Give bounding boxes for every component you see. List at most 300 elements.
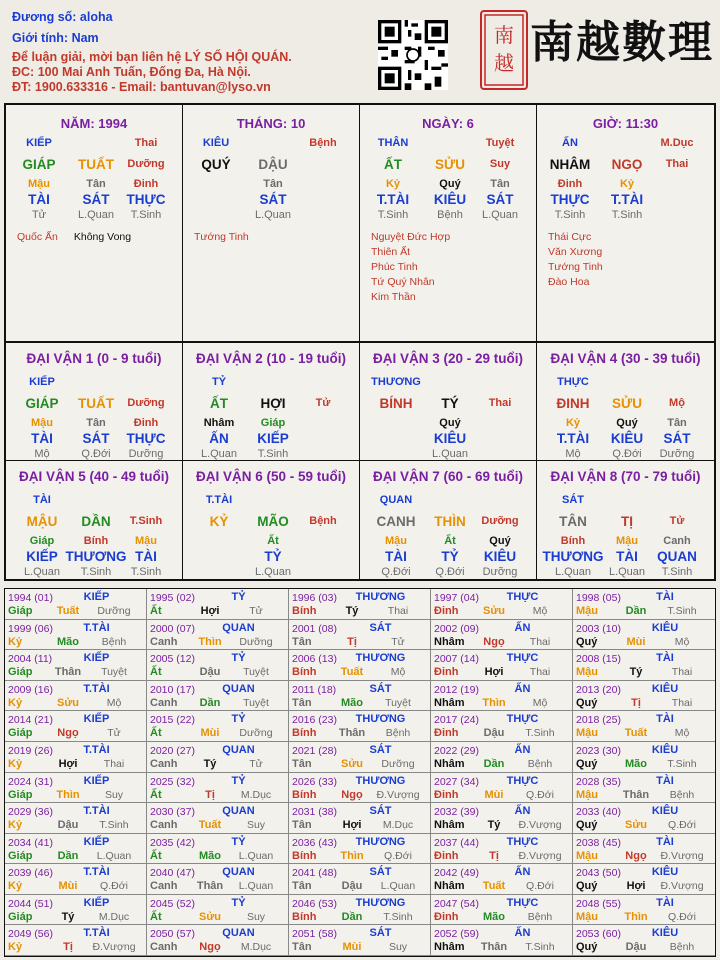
annual-god: TỶ (231, 774, 246, 787)
annual-god: T.TÀI (83, 743, 110, 756)
annual-stem: Đinh (434, 666, 459, 679)
annual-year: 2043 (50) (576, 867, 621, 880)
annual-phase: T.Sinh (667, 605, 697, 617)
luck-god: T.TÀI (205, 494, 233, 506)
hidden-phase: Q.Đới (381, 566, 411, 578)
annual-phase: Đ.Vượng (518, 849, 562, 862)
annual-cell[interactable] (289, 650, 431, 681)
annual-god: KIẾP (83, 835, 110, 848)
hidden-god: TÀI (385, 549, 407, 564)
annual-year: 2009 (16) (8, 683, 53, 696)
annual-year: 2039 (46) (8, 867, 53, 880)
annual-cell[interactable] (431, 895, 573, 926)
annual-cell[interactable] (573, 864, 715, 895)
annual-year: 2011 (18) (292, 683, 337, 696)
annual-branch: Hợi (200, 605, 220, 617)
annual-cell[interactable] (431, 864, 573, 895)
annual-cell[interactable] (431, 773, 573, 804)
pillar-phase: M.Dục (660, 137, 694, 149)
hidden-phase: L.Quan (608, 566, 646, 578)
hidden-stem: Quý (439, 178, 461, 190)
annual-branch: Tý (203, 757, 217, 770)
annual-branch: Ngọ (341, 788, 363, 801)
hidden-phase: Mộ (565, 448, 581, 460)
annual-branch: Dần (483, 757, 505, 770)
annual-god: SÁT (369, 927, 392, 940)
annual-year: 2030 (37) (150, 806, 195, 819)
annual-cell[interactable] (289, 925, 431, 956)
annual-cell[interactable] (147, 925, 289, 956)
annual-god: KIÊU (651, 927, 679, 940)
pillar-branch: TUẤT (78, 157, 114, 172)
annual-branch: Mão (57, 635, 79, 648)
annual-branch: Mùi (626, 635, 646, 648)
hidden-phase: Dưỡng (128, 448, 164, 460)
annual-cell[interactable] (289, 711, 431, 742)
annual-year: 2024 (31) (8, 775, 53, 788)
hidden-phase: Dưỡng (482, 566, 518, 578)
annual-phase: Bệnh (385, 727, 411, 740)
annual-cell[interactable] (289, 803, 431, 834)
annual-phase: Suy (104, 788, 124, 801)
hidden-stem: Đinh (133, 178, 159, 190)
annual-cell[interactable] (573, 681, 715, 712)
annual-phase: Thai (387, 605, 409, 617)
annual-stem: Quý (576, 696, 598, 709)
annual-phase: Q.Đới (526, 788, 554, 801)
luck-title: ĐẠI VẬN 1 (0 - 9 tuổi) (26, 351, 162, 366)
annual-year: 1995 (02) (150, 592, 195, 604)
phone-email-line[interactable]: ĐT: 1900.633316 - Email: bantuvan@lyso.vn (12, 80, 271, 94)
annual-cell[interactable] (289, 864, 431, 895)
annual-cell[interactable] (147, 773, 289, 804)
luck-title: ĐẠI VẬN 2 (10 - 19 tuổi) (195, 351, 347, 366)
annual-stem: Mậu (576, 849, 598, 862)
hidden-phase: L.Quan (254, 566, 292, 578)
annual-cell[interactable] (431, 650, 573, 681)
annual-stem: Mậu (576, 727, 598, 740)
luck-stem: ĐINH (556, 396, 590, 411)
annual-year: 2052 (59) (434, 928, 479, 941)
annual-cell[interactable] (147, 681, 289, 712)
annual-branch: Dậu (199, 666, 221, 679)
annual-cell[interactable] (5, 650, 147, 681)
annual-stem: Kỷ (8, 819, 23, 832)
annual-stem: Kỷ (8, 941, 23, 954)
star-item: Thái Cực (548, 231, 592, 243)
annual-stem: Giáp (8, 666, 33, 679)
annual-cell[interactable] (147, 711, 289, 742)
annual-cell[interactable] (5, 589, 147, 620)
annual-cell[interactable] (289, 895, 431, 926)
annual-stem: Nhâm (434, 819, 465, 832)
luck-title: ĐẠI VẬN 4 (30 - 39 tuổi) (550, 351, 701, 366)
annual-stem: Kỷ (8, 696, 23, 709)
annual-branch: Tị (347, 635, 357, 648)
annual-cell[interactable] (573, 834, 715, 865)
annual-year: 1999 (06) (8, 622, 53, 635)
hidden-god: TỶ (441, 549, 459, 564)
annual-branch: Tị (631, 696, 641, 709)
luck-stem: BÍNH (379, 396, 413, 411)
annual-year: 1996 (03) (292, 592, 337, 604)
annual-cell[interactable] (5, 711, 147, 742)
annual-branch: Thân (622, 788, 650, 801)
luck-branch: THÌN (434, 514, 466, 529)
annual-stem: Bính (292, 910, 317, 923)
annual-cell[interactable] (147, 864, 289, 895)
annual-cell[interactable] (573, 895, 715, 926)
annual-branch: Thân (338, 727, 366, 740)
annual-phase: Tử (249, 757, 263, 770)
annual-cell[interactable] (5, 620, 147, 651)
annual-year: 2005 (12) (150, 653, 195, 666)
four-pillars-grid (4, 103, 716, 343)
hidden-phase: Tử (31, 209, 47, 221)
hidden-phase: T.Sinh (130, 566, 162, 578)
annual-year: 2034 (41) (8, 836, 53, 849)
annual-god: THỰC (506, 896, 539, 909)
hidden-stem: Tân (667, 417, 687, 429)
annual-phase: Mộ (390, 666, 406, 679)
annual-stem: Tân (292, 696, 312, 709)
annual-year: 2014 (21) (8, 714, 53, 727)
pillar-title: NGÀY: 6 (422, 116, 474, 131)
hidden-stem: Tân (86, 178, 106, 190)
annual-phase: L.Quan (238, 849, 274, 862)
annual-god: SÁT (369, 621, 392, 634)
luck-pillar-cell (537, 461, 714, 579)
annual-branch: Sửu (56, 696, 80, 709)
annual-cell[interactable] (147, 589, 289, 620)
annual-year: 2053 (60) (576, 928, 621, 941)
luck-branch: SỬU (612, 396, 642, 411)
annual-branch: Dần (199, 696, 221, 709)
luck-phase: Tử (669, 515, 685, 527)
annual-phase: Q.Đới (526, 880, 554, 893)
annual-phase: Bệnh (527, 757, 553, 770)
hidden-stem: Đinh (133, 417, 159, 429)
annual-cell[interactable] (289, 589, 431, 620)
hidden-god: T.TÀI (610, 192, 644, 207)
annual-god: SÁT (369, 682, 392, 695)
annual-branch: Dậu (625, 941, 647, 954)
annual-cell[interactable] (573, 925, 715, 956)
hidden-god: KIẾP (26, 549, 58, 564)
annual-branch: Thìn (56, 788, 80, 801)
annual-cell[interactable] (147, 803, 289, 834)
annual-cell[interactable] (289, 681, 431, 712)
luck-god: THỰC (557, 376, 589, 388)
pillar-stem: NHÂM (549, 157, 591, 172)
annual-branch: Mùi (200, 727, 220, 740)
annual-stem: Giáp (8, 849, 33, 862)
annual-god: KIÊU (651, 805, 679, 818)
annual-year: 2025 (32) (150, 775, 195, 788)
annual-stem: Đinh (434, 910, 459, 923)
annual-year: 2023 (30) (576, 744, 621, 757)
hidden-god: THỰC (550, 192, 590, 207)
annual-phase: Tử (391, 635, 405, 648)
annual-cell[interactable] (5, 895, 147, 926)
annual-cell[interactable] (147, 650, 289, 681)
annual-cell[interactable] (573, 742, 715, 773)
annual-cell[interactable] (431, 681, 573, 712)
annual-god: T.TÀI (83, 621, 110, 634)
annual-god: THỰC (506, 835, 539, 848)
annual-year: 2051 (58) (292, 928, 337, 941)
annual-cell[interactable] (289, 773, 431, 804)
annual-year: 2029 (36) (8, 806, 53, 819)
annual-year: 2002 (09) (434, 622, 479, 635)
pillar-god: KIẾP (26, 137, 52, 149)
annual-cell[interactable] (431, 620, 573, 651)
luck-title: ĐẠI VẬN 3 (20 - 29 tuổi) (372, 351, 524, 366)
annual-god: KIẾP (83, 591, 110, 603)
annual-cell[interactable] (5, 742, 147, 773)
hidden-phase: L.Quan (554, 566, 592, 578)
pillar-stem: GIÁP (22, 157, 56, 172)
annual-stem: Kỷ (8, 635, 23, 648)
annual-branch: Tý (61, 910, 75, 923)
annual-year: 2028 (35) (576, 775, 621, 788)
annual-god: ẤN (514, 866, 531, 879)
annual-cell[interactable] (289, 620, 431, 651)
luck-title: ĐẠI VẬN 5 (40 - 49 tuổi) (18, 469, 170, 484)
pillar-cell (183, 105, 360, 341)
annual-branch: Tuất (340, 666, 364, 679)
qr-code-icon[interactable] (378, 20, 448, 90)
luck-pillar-cell (6, 461, 183, 579)
hidden-stem: Mậu (385, 535, 407, 547)
annual-cell[interactable] (431, 742, 573, 773)
annual-god: KIÊU (651, 621, 679, 634)
hidden-stem: Mậu (616, 535, 638, 547)
hidden-stem: Quý (616, 417, 638, 429)
annual-god: QUAN (222, 743, 255, 756)
pillar-phase-branch: Suy (489, 158, 511, 170)
annual-branch: Dậu (483, 727, 505, 740)
luck-title: ĐẠI VẬN 8 (70 - 79 tuổi) (550, 469, 701, 484)
annual-phase: M.Dục (240, 941, 272, 954)
annual-year: 2015 (22) (150, 714, 195, 727)
annual-god: KIẾP (83, 774, 110, 787)
annual-stem: Canh (150, 635, 178, 648)
star-item: Tướng Tinh (194, 231, 249, 243)
annual-god: TÀI (656, 835, 674, 848)
annual-cell[interactable] (573, 620, 715, 651)
annual-god: QUAN (222, 621, 255, 634)
annual-phase: Tuyệt (101, 666, 127, 679)
annual-cell[interactable] (573, 711, 715, 742)
pillar-cell (537, 105, 714, 341)
pillar-stem: ẤT (384, 157, 402, 172)
annual-branch: Ngọ (625, 849, 647, 862)
luck-stem: CANH (376, 514, 416, 529)
annual-cell[interactable] (431, 803, 573, 834)
annual-branch: Mão (199, 849, 221, 862)
annual-stem: Đinh (434, 849, 459, 862)
annual-cell[interactable] (431, 834, 573, 865)
annual-phase: Thai (103, 757, 125, 770)
annual-branch: Hợi (58, 757, 78, 770)
luck-branch: MÃO (257, 514, 289, 529)
annual-branch: Ngọ (199, 941, 221, 954)
annual-god: SÁT (369, 743, 392, 756)
annual-phase: Đ.Vượng (660, 849, 704, 862)
hidden-phase: T.Sinh (130, 209, 162, 221)
annual-cell[interactable] (289, 834, 431, 865)
hidden-stem: Giáp (260, 417, 286, 429)
luck-phase: Bệnh (309, 515, 337, 527)
annual-cell[interactable] (573, 589, 715, 620)
hidden-god: KIÊU (433, 431, 467, 446)
annual-year: 2019 (26) (8, 744, 53, 757)
hidden-phase: Q.Đới (612, 448, 642, 460)
annual-phase: Đ.Vượng (660, 880, 704, 893)
annual-phase: Suy (246, 819, 266, 832)
annual-phase: Q.Đới (100, 880, 128, 893)
luck-pillar-cell (360, 461, 537, 579)
annual-stem: Nhâm (434, 635, 465, 648)
luck-god: TỶ (211, 376, 227, 388)
annual-cell[interactable] (5, 773, 147, 804)
hidden-stem: Canh (663, 535, 691, 547)
star-item: Quốc Ấn (17, 231, 58, 243)
annual-god: ẤN (514, 805, 531, 818)
hidden-phase: T.Sinh (257, 448, 289, 460)
annual-phase: Tử (249, 605, 263, 617)
hidden-god: QUAN (657, 549, 697, 564)
annual-cell[interactable] (289, 742, 431, 773)
contact-line: Để luận giải, mời bạn liên hệ LÝ SỐ HỘI QUÁN. (12, 50, 292, 64)
annual-stem: Nhâm (434, 696, 465, 709)
star-item: Tứ Quý Nhân (371, 276, 435, 288)
hidden-stem: Mậu (135, 535, 157, 547)
annual-god: TÀI (656, 713, 674, 726)
annual-stem: Quý (576, 880, 598, 893)
annual-cell[interactable] (431, 589, 573, 620)
annual-year: 2016 (23) (292, 714, 337, 727)
annual-stem: Giáp (8, 605, 33, 617)
annual-cell[interactable] (5, 834, 147, 865)
annual-phase: Tuyệt (243, 696, 269, 709)
annual-god: ẤN (514, 682, 531, 695)
annual-cell[interactable] (431, 925, 573, 956)
annual-year: 2013 (20) (576, 683, 621, 696)
annual-cell[interactable] (573, 773, 715, 804)
brand-logo: 南越數理 (530, 17, 714, 68)
annual-god: THƯƠNG (355, 591, 406, 603)
annual-stem: Ất (150, 666, 162, 679)
annual-cell[interactable] (5, 864, 147, 895)
annual-year: 2045 (52) (150, 897, 195, 910)
annual-cell[interactable] (147, 742, 289, 773)
annual-cell[interactable] (5, 925, 147, 956)
luck-branch: DẦN (81, 514, 111, 529)
annual-year: 2021 (28) (292, 744, 337, 757)
annual-branch: Mùi (342, 941, 362, 954)
annual-cell[interactable] (147, 620, 289, 651)
luck-branch: HỢI (260, 396, 286, 411)
annual-branch: Ngọ (57, 727, 79, 740)
annual-stem: Kỷ (8, 880, 23, 893)
annual-branch: Tị (63, 941, 73, 954)
annual-cell[interactable] (5, 803, 147, 834)
annual-phase: Tử (107, 727, 121, 740)
annual-year: 2048 (55) (576, 897, 621, 910)
annual-phase: L.Quan (96, 849, 132, 862)
annual-phase: Tuyệt (243, 666, 269, 679)
luck-branch: TÝ (441, 396, 459, 411)
hidden-god: TÀI (31, 431, 53, 446)
annual-cell[interactable] (573, 803, 715, 834)
annual-cell[interactable] (147, 895, 289, 926)
hidden-phase: Q.Đới (435, 566, 465, 578)
annual-branch: Thân (54, 666, 82, 679)
hidden-god: TỶ (264, 549, 282, 564)
annual-branch: Tuất (198, 819, 222, 832)
svg-text:南: 南 (494, 23, 514, 47)
luck-stem: KỶ (209, 514, 229, 529)
luck-phase: Thai (488, 397, 512, 409)
annual-phase: Mộ (674, 635, 690, 648)
annual-stem: Ất (150, 605, 162, 617)
annual-stem: Bính (292, 605, 317, 617)
annual-stem: Ất (150, 849, 162, 862)
annual-phase: Bệnh (669, 941, 695, 954)
annual-cell[interactable] (5, 681, 147, 712)
annual-cell[interactable] (573, 650, 715, 681)
annual-phase: Thai (529, 666, 551, 679)
annual-branch: Tị (205, 788, 215, 801)
luck-god: TÀI (33, 494, 51, 506)
address-line: ĐC: 100 Mai Anh Tuấn, Đống Đa, Hà Nội. (12, 65, 251, 79)
annual-stem: Quý (576, 819, 598, 832)
pillar-phase: Tuyệt (485, 137, 515, 149)
annual-fortune-table (4, 588, 716, 957)
annual-god: TỶ (231, 652, 246, 665)
annual-god: THỰC (506, 713, 539, 726)
hidden-stem: Đinh (557, 178, 583, 190)
annual-cell[interactable] (431, 711, 573, 742)
luck-god: QUAN (379, 494, 413, 506)
annual-stem: Tân (292, 941, 312, 954)
pillar-god: THÂN (377, 137, 409, 149)
annual-god: T.TÀI (83, 866, 110, 879)
annual-god: THƯƠNG (355, 652, 406, 665)
annual-year: 2049 (56) (8, 928, 53, 941)
annual-stem: Đinh (434, 788, 459, 801)
annual-year: 2032 (39) (434, 806, 479, 819)
luck-title: ĐẠI VẬN 6 (50 - 59 tuổi) (195, 469, 347, 484)
annual-phase: Mộ (532, 605, 548, 617)
annual-stem: Tân (292, 819, 312, 832)
annual-branch: Tý (487, 819, 501, 832)
hidden-stem: Tân (490, 178, 510, 190)
annual-branch: Thân (480, 941, 508, 954)
annual-year: 2036 (43) (292, 836, 337, 849)
annual-stem: Giáp (8, 910, 33, 923)
annual-phase: M.Dục (98, 910, 130, 923)
hidden-god: SÁT (259, 192, 287, 207)
annual-cell[interactable] (147, 834, 289, 865)
annual-phase: Mộ (674, 727, 690, 740)
annual-stem: Canh (150, 696, 178, 709)
annual-stem: Ất (150, 788, 162, 801)
annual-stem: Nhâm (434, 941, 465, 954)
annual-phase: Dưỡng (239, 635, 273, 648)
